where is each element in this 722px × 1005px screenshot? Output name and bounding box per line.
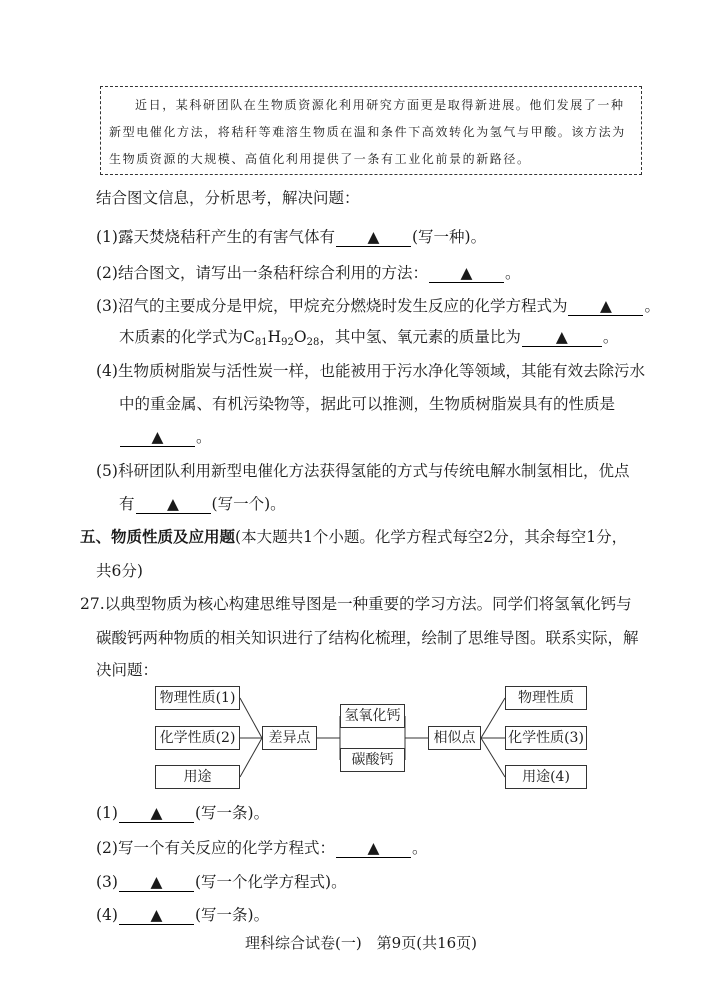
question-27-line3: 决问题： [96, 661, 159, 679]
question-4-line2: 中的重金属、有机污染物等，据此可以推测，生物质树脂炭具有的性质是 [119, 395, 616, 413]
page-footer: 理科综合试卷(一) 第9页(共16页) [244, 934, 478, 952]
intro-text: 结合图文信息，分析思考，解决问题： [96, 189, 360, 207]
answer-blank-2[interactable]: ▲ [429, 264, 504, 283]
node-calcium-carbonate: 碳酸钙 [340, 748, 405, 772]
answer-blank-3b[interactable]: ▲ [522, 328, 602, 347]
section-5-desc2: 共6分) [96, 562, 143, 580]
question-3-line2: 木质素的化学式为$C_{81}H_{92}O_{28}$，其中氢、氧元素的质量比为 ▲ 。 [119, 328, 619, 348]
question-1: (1)露天焚烧秸秆产生的有害气体有 ▲ (写一种)。 [96, 228, 487, 246]
answer-27-2: (2)写一个有关反应的化学方程式： ▲ 。 [96, 839, 428, 857]
question-4-line3: ▲ 。 [119, 427, 212, 447]
node-calcium-hydroxide: 氢氧化钙 [340, 704, 405, 728]
node-difference: 差异点 [262, 726, 317, 750]
question-5-line2: 有 ▲ (写一个)。 [119, 495, 286, 513]
answer-27-1: (1) ▲ (写一条)。 [96, 804, 270, 822]
answer-blank-1[interactable]: ▲ [336, 228, 411, 247]
node-right-use: 用途(4) [505, 765, 587, 789]
answer-blank-27-4[interactable]: ▲ [119, 906, 194, 925]
answer-blank-5[interactable]: ▲ [136, 495, 211, 514]
question-5-line1: (5)科研团队利用新型电催化方法获得氢能的方式与传统电解水制氢相比，优点 [96, 462, 630, 480]
answer-27-3: (3) ▲ (写一个化学方程式)。 [96, 873, 347, 891]
section-5-header: 五、物质性质及应用题(本大题共1个小题。化学方程式每空2分，其余每空1分， [80, 528, 628, 546]
answer-blank-27-3[interactable]: ▲ [119, 873, 194, 892]
node-left-physical: 物理性质(1) [155, 686, 240, 710]
question-2: (2)结合图文，请写出一条秸秆综合利用的方法： ▲ 。 [96, 264, 521, 282]
answer-blank-27-2[interactable]: ▲ [336, 839, 411, 858]
answer-blank-3a[interactable]: ▲ [568, 297, 643, 316]
answer-27-4: (4) ▲ (写一条)。 [96, 906, 270, 924]
question-27-line1: 27.以典型物质为核心构建思维导图是一种重要的学习方法。同学们将氢氧化钙与 [80, 595, 632, 613]
answer-blank-4[interactable]: ▲ [120, 428, 195, 447]
node-left-chemical: 化学性质(2) [155, 726, 240, 750]
node-left-use: 用途 [155, 765, 240, 789]
question-27-line2: 碳酸钙两种物质的相关知识进行了结构化梳理，绘制了思维导图。联系实际，解 [96, 629, 639, 647]
question-4-line1: (4)生物质树脂炭与活性炭一样，也能被用于污水净化等领域，其能有效去除污水 [96, 362, 645, 380]
answer-blank-27-1[interactable]: ▲ [119, 804, 194, 823]
node-right-physical: 物理性质 [505, 686, 587, 710]
node-similarity: 相似点 [428, 726, 481, 750]
passage-text: 近日，某科研团队在生物质资源化利用研究方面更是取得新进展。他们发展了一种新型电催化方法，将秸秆等难溶生物质在温和条件下高效转化为氢气与甲酸。该方法为生物质资源的大规模、高值化利用提供了一条有工业化前景的新路径。 [109, 98, 626, 166]
lignin-formula: $C_{81}H_{92}O_{28}$ [243, 328, 320, 348]
section-5-label: 五、物质性质及应用题 [80, 528, 236, 546]
node-right-chemical: 化学性质(3) [505, 726, 587, 750]
question-3-line1: (3)沼气的主要成分是甲烷，甲烷充分燃烧时发生反应的化学方程式为 ▲ 。 [96, 297, 660, 315]
